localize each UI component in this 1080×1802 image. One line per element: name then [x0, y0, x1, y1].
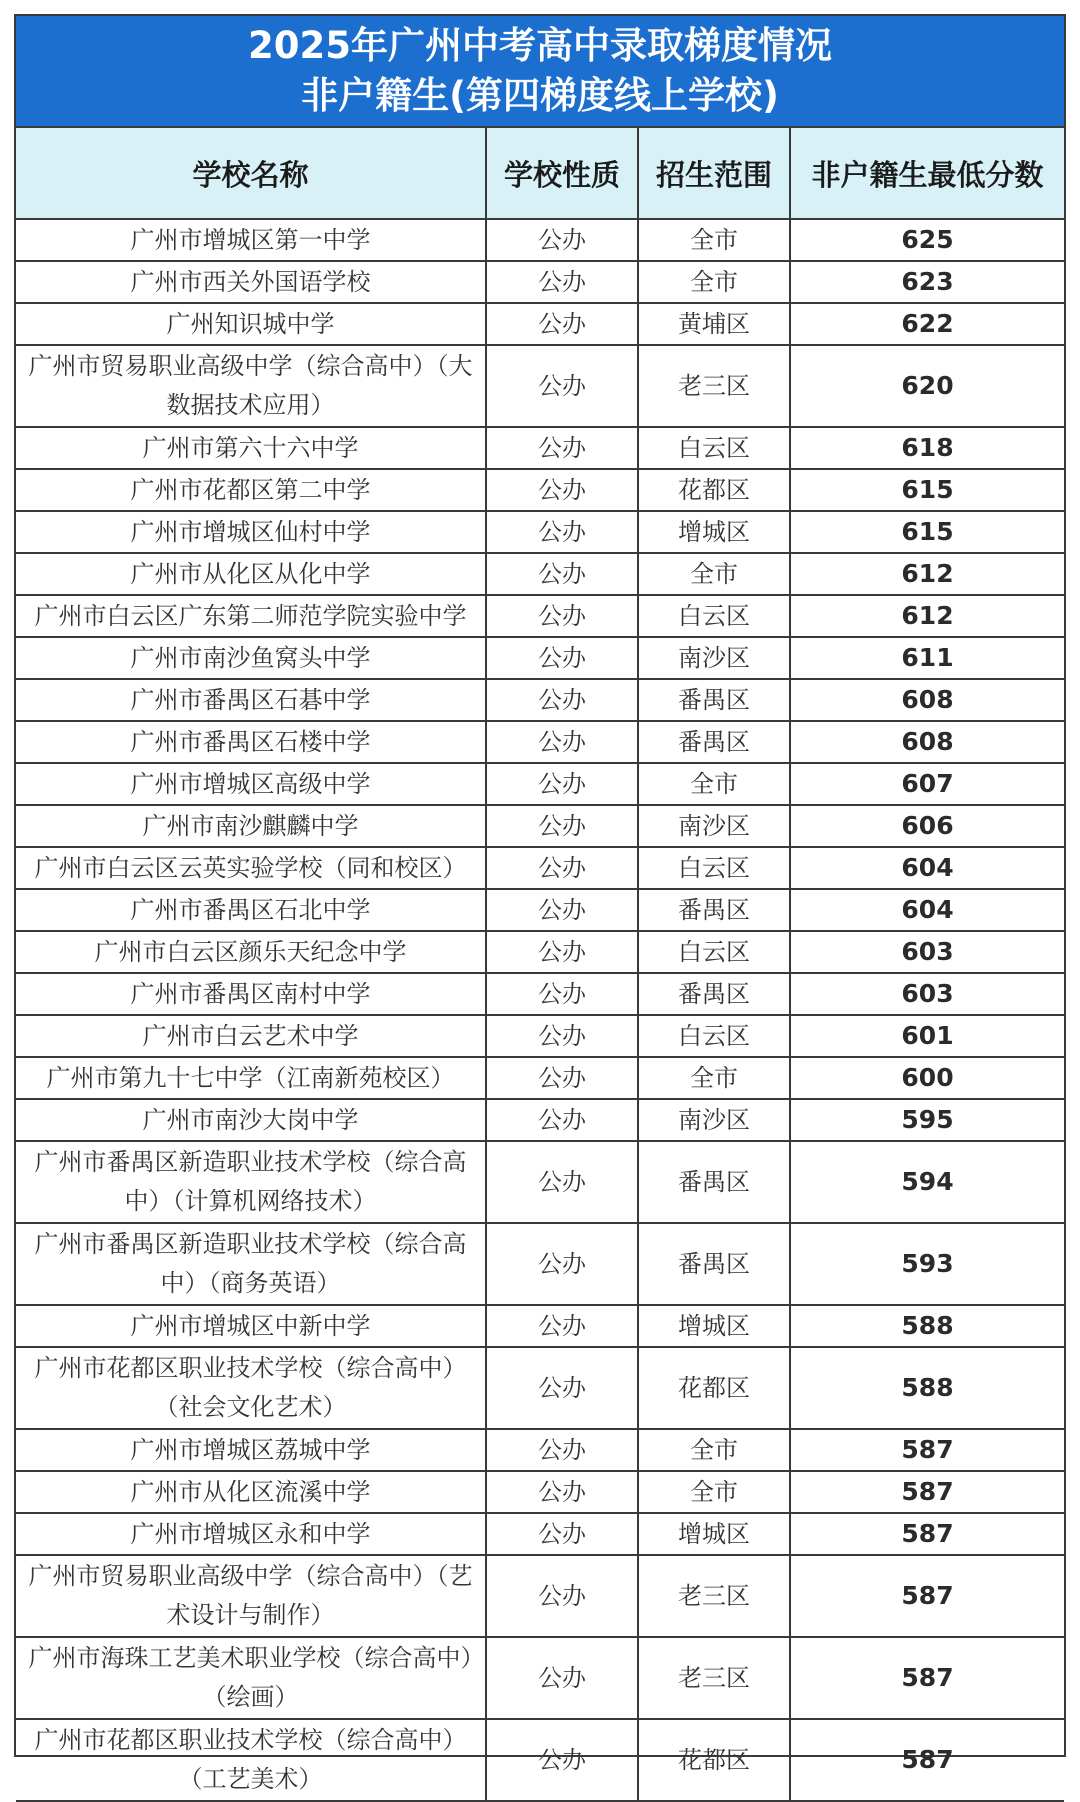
- min-score-cell: 594: [790, 1141, 1064, 1223]
- admission-range-cell: 花都区: [638, 1719, 790, 1801]
- admission-range-cell: 增城区: [638, 1305, 790, 1347]
- admission-range-cell: 全市: [638, 261, 790, 303]
- school-type-cell: 公办: [486, 219, 638, 261]
- school-type-cell: 公办: [486, 1223, 638, 1305]
- school-type-cell: 公办: [486, 1719, 638, 1801]
- min-score-cell: 608: [790, 679, 1064, 721]
- admission-range-cell: 花都区: [638, 469, 790, 511]
- table-row: [16, 889, 1064, 931]
- school-type-cell: 公办: [486, 1471, 638, 1513]
- table-row: [16, 1015, 1064, 1057]
- table-row: [16, 219, 1064, 261]
- admission-range-cell: 老三区: [638, 1637, 790, 1719]
- table-row: [16, 303, 1064, 345]
- school-type-cell: 公办: [486, 1347, 638, 1429]
- admission-range-cell: 番禺区: [638, 1141, 790, 1223]
- school-name-cell: 广州市从化区从化中学: [16, 553, 486, 595]
- school-name-cell: 广州市白云艺术中学: [16, 1015, 486, 1057]
- admission-range-cell: 番禺区: [638, 679, 790, 721]
- school-type-cell: 公办: [486, 427, 638, 469]
- min-score-cell: 620: [790, 345, 1064, 427]
- title-sub: 非户籍生(第四梯度线上学校): [301, 74, 779, 117]
- school-type-cell: 公办: [486, 973, 638, 1015]
- admission-range-cell: 全市: [638, 763, 790, 805]
- school-type-cell: 公办: [486, 1429, 638, 1471]
- school-type-cell: 公办: [486, 1513, 638, 1555]
- school-name-cell: 广州市番禺区新造职业技术学校（综合高中）（计算机网络技术）: [16, 1141, 486, 1223]
- min-score-cell: 612: [790, 553, 1064, 595]
- school-type-cell: 公办: [486, 1637, 638, 1719]
- min-score-cell: 615: [790, 469, 1064, 511]
- table-row: [16, 1305, 1064, 1347]
- table-row: [16, 1719, 1064, 1801]
- admission-range-cell: 番禺区: [638, 721, 790, 763]
- table-row: [16, 679, 1064, 721]
- table-row: [16, 1513, 1064, 1555]
- table-row: [16, 1057, 1064, 1099]
- table-row: [16, 1347, 1064, 1429]
- table-row: [16, 637, 1064, 679]
- min-score-cell: 612: [790, 595, 1064, 637]
- min-score-cell: 601: [790, 1015, 1064, 1057]
- admission-range-cell: 白云区: [638, 1015, 790, 1057]
- school-name-cell: 广州市白云区颜乐天纪念中学: [16, 931, 486, 973]
- school-name-cell: 广州知识城中学: [16, 303, 486, 345]
- school-type-cell: 公办: [486, 637, 638, 679]
- school-type-cell: 公办: [486, 889, 638, 931]
- title-banner: [16, 16, 1064, 128]
- table-row: [16, 1223, 1064, 1305]
- min-score-cell: 604: [790, 889, 1064, 931]
- school-type-cell: 公办: [486, 511, 638, 553]
- school-type-cell: 公办: [486, 1099, 638, 1141]
- min-score-cell: 615: [790, 511, 1064, 553]
- school-type-cell: 公办: [486, 1555, 638, 1637]
- title-main: 2025年广州中考高中录取梯度情况: [248, 24, 832, 67]
- admission-range-cell: 番禺区: [638, 1223, 790, 1305]
- min-score-cell: 604: [790, 847, 1064, 889]
- min-score-cell: 588: [790, 1347, 1064, 1429]
- school-name-cell: 广州市从化区流溪中学: [16, 1471, 486, 1513]
- table-row: [16, 261, 1064, 303]
- table-row: [16, 345, 1064, 427]
- table-row: [16, 721, 1064, 763]
- min-score-cell: 588: [790, 1305, 1064, 1347]
- min-score-cell: 607: [790, 763, 1064, 805]
- school-type-cell: 公办: [486, 595, 638, 637]
- min-score-cell: 623: [790, 261, 1064, 303]
- school-type-cell: 公办: [486, 1057, 638, 1099]
- admission-range-cell: 白云区: [638, 427, 790, 469]
- school-name-cell: 广州市西关外国语学校: [16, 261, 486, 303]
- school-name-cell: 广州市第九十七中学（江南新苑校区）: [16, 1057, 486, 1099]
- table-row: [16, 1141, 1064, 1223]
- school-name-cell: 广州市花都区职业技术学校（综合高中）（工艺美术）: [16, 1719, 486, 1801]
- school-type-cell: 公办: [486, 469, 638, 511]
- admission-range-cell: 白云区: [638, 847, 790, 889]
- admission-range-cell: 黄埔区: [638, 303, 790, 345]
- school-type-cell: 公办: [486, 805, 638, 847]
- admission-range-cell: 全市: [638, 219, 790, 261]
- header-school-name: 学校名称: [16, 128, 486, 219]
- school-name-cell: 广州市花都区第二中学: [16, 469, 486, 511]
- table-row: [16, 511, 1064, 553]
- min-score-cell: 587: [790, 1555, 1064, 1637]
- admission-range-cell: 番禺区: [638, 889, 790, 931]
- table-row: [16, 1429, 1064, 1471]
- min-score-cell: 618: [790, 427, 1064, 469]
- min-score-cell: 611: [790, 637, 1064, 679]
- admission-range-cell: 番禺区: [638, 973, 790, 1015]
- admission-range-cell: 老三区: [638, 345, 790, 427]
- admission-range-cell: 增城区: [638, 511, 790, 553]
- school-type-cell: 公办: [486, 553, 638, 595]
- school-type-cell: 公办: [486, 721, 638, 763]
- min-score-cell: 593: [790, 1223, 1064, 1305]
- table-row: [16, 805, 1064, 847]
- min-score-cell: 603: [790, 973, 1064, 1015]
- admission-range-cell: 南沙区: [638, 637, 790, 679]
- school-type-cell: 公办: [486, 1015, 638, 1057]
- admission-table-card: [14, 14, 1066, 1793]
- school-name-cell: 广州市贸易职业高级中学（综合高中）（艺术设计与制作）: [16, 1555, 486, 1637]
- school-name-cell: 广州市增城区第一中学: [16, 219, 486, 261]
- min-score-cell: 587: [790, 1637, 1064, 1719]
- school-name-cell: 广州市南沙麒麟中学: [16, 805, 486, 847]
- admission-range-cell: 增城区: [638, 1513, 790, 1555]
- school-name-cell: 广州市番禺区石碁中学: [16, 679, 486, 721]
- school-name-cell: 广州市番禺区石楼中学: [16, 721, 486, 763]
- school-type-cell: 公办: [486, 261, 638, 303]
- school-name-cell: 广州市第六十六中学: [16, 427, 486, 469]
- admission-range-cell: 老三区: [638, 1555, 790, 1637]
- min-score-cell: 625: [790, 219, 1064, 261]
- min-score-cell: 587: [790, 1719, 1064, 1801]
- min-score-cell: 600: [790, 1057, 1064, 1099]
- table-row: [16, 763, 1064, 805]
- admission-range-cell: 花都区: [638, 1347, 790, 1429]
- header-school-type: 学校性质: [486, 128, 638, 219]
- min-score-cell: 606: [790, 805, 1064, 847]
- school-type-cell: 公办: [486, 847, 638, 889]
- school-name-cell: 广州市花都区职业技术学校（综合高中）（社会文化艺术）: [16, 1347, 486, 1429]
- admission-range-cell: 白云区: [638, 931, 790, 973]
- school-name-cell: 广州市番禺区石北中学: [16, 889, 486, 931]
- admission-range-cell: 白云区: [638, 595, 790, 637]
- admission-range-cell: 南沙区: [638, 1099, 790, 1141]
- admission-range-cell: 全市: [638, 1057, 790, 1099]
- admission-range-cell: 全市: [638, 553, 790, 595]
- table-row: [16, 595, 1064, 637]
- school-type-cell: 公办: [486, 931, 638, 973]
- header-row: [16, 128, 1064, 219]
- min-score-cell: 587: [790, 1429, 1064, 1471]
- school-type-cell: 公办: [486, 303, 638, 345]
- header-admission-range: 招生范围: [638, 128, 790, 219]
- min-score-cell: 603: [790, 931, 1064, 973]
- table-row: [16, 427, 1064, 469]
- admission-range-cell: 全市: [638, 1471, 790, 1513]
- min-score-cell: 587: [790, 1471, 1064, 1513]
- school-name-cell: 广州市白云区广东第二师范学院实验中学: [16, 595, 486, 637]
- table-row: [16, 1637, 1064, 1719]
- school-name-cell: 广州市增城区永和中学: [16, 1513, 486, 1555]
- school-type-cell: 公办: [486, 679, 638, 721]
- school-type-cell: 公办: [486, 345, 638, 427]
- school-name-cell: 广州市南沙大岗中学: [16, 1099, 486, 1141]
- school-name-cell: 广州市增城区仙村中学: [16, 511, 486, 553]
- min-score-cell: 622: [790, 303, 1064, 345]
- school-name-cell: 广州市南沙鱼窝头中学: [16, 637, 486, 679]
- school-type-cell: 公办: [486, 763, 638, 805]
- min-score-cell: 587: [790, 1513, 1064, 1555]
- table-row: [16, 931, 1064, 973]
- school-name-cell: 广州市增城区荔城中学: [16, 1429, 486, 1471]
- table-row: [16, 553, 1064, 595]
- school-name-cell: 广州市增城区中新中学: [16, 1305, 486, 1347]
- admission-range-cell: 南沙区: [638, 805, 790, 847]
- table-row: [16, 847, 1064, 889]
- school-name-cell: 广州市海珠工艺美术职业学校（综合高中）（绘画）: [16, 1637, 486, 1719]
- table-row: [16, 469, 1064, 511]
- table-row: [16, 1555, 1064, 1637]
- school-type-cell: 公办: [486, 1141, 638, 1223]
- table-row: [16, 1099, 1064, 1141]
- school-name-cell: 广州市贸易职业高级中学（综合高中）（大数据技术应用）: [16, 345, 486, 427]
- admission-table: [16, 128, 1064, 1802]
- min-score-cell: 595: [790, 1099, 1064, 1141]
- school-name-cell: 广州市白云区云英实验学校（同和校区）: [16, 847, 486, 889]
- school-name-cell: 广州市增城区高级中学: [16, 763, 486, 805]
- school-name-cell: 广州市番禺区南村中学: [16, 973, 486, 1015]
- school-type-cell: 公办: [486, 1305, 638, 1347]
- header-min-score: 非户籍生最低分数: [790, 128, 1064, 219]
- table-row: [16, 1471, 1064, 1513]
- admission-range-cell: 全市: [638, 1429, 790, 1471]
- min-score-cell: 608: [790, 721, 1064, 763]
- school-name-cell: 广州市番禺区新造职业技术学校（综合高中）（商务英语）: [16, 1223, 486, 1305]
- table-row: [16, 973, 1064, 1015]
